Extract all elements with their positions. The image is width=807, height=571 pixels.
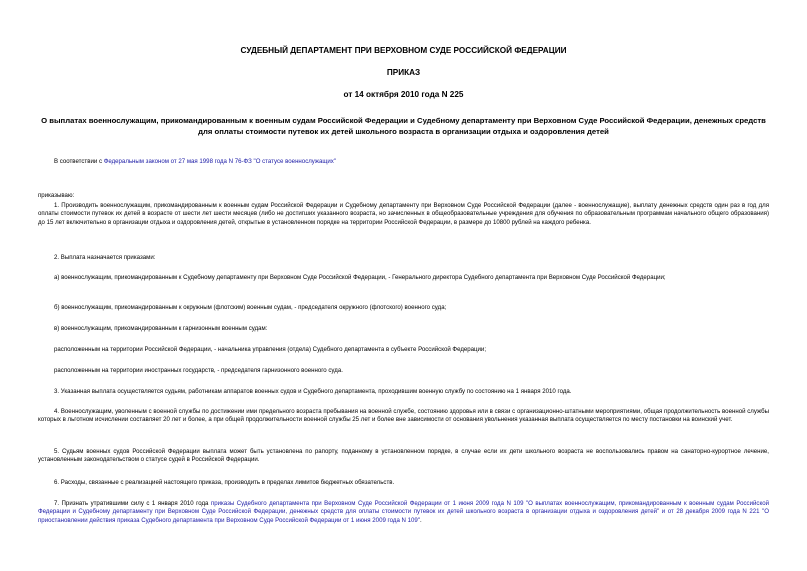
paragraph-5: 5. Судьям военных судов Российской Федерации выплата может быть установлена по рапорту, поданному в установленном порядке, в случае если их дети школьного возраста не воспользовались правом на санаторно-курортное лечение, установленным законодательством о статусе судей в Российской Федерации. [38, 448, 769, 464]
paragraph-2c: в) военнослужащим, прикомандированным к гарнизонным военным судам: [54, 325, 268, 332]
paragraph-7 [38, 500, 769, 525]
paragraph-6: 6. Расходы, связанные с реализацией настоящего приказа, производить в пределах лимитов бюджетных обязательств. [54, 479, 395, 486]
federal-law-link[interactable]: Федеральным законом от 27 мая 1998 года N 76-ФЗ "О статусе военнослужащих" [103, 158, 336, 165]
paragraph-1: 1. Производить военнослужащим, прикомандированным к военным судам Российской Федерации и Судебному департаменту при Верховном Суде Российской Федерации (далее - военнослужащие), выплату денежных средств один раз в год для оплаты стоимости путевок их детей в возрасте от шести лет шести месяцев (либо не достигших указанного возраста, но зачисленных в общеобразовательные учреждения для обучения по образовательным программам начального общего образования) до 15 лет включительно в организации отдыха и оздоровления детей, открытые в установленном порядке на территории Российской Федерации, в размере до 10800 рублей на каждого ребенка. [38, 202, 769, 226]
preamble [54, 158, 769, 166]
paragraph-2: 2. Выплата назначается приказами: [54, 254, 156, 261]
paragraph-3: 3. Указанная выплата осуществляется судьям, работникам аппаратов военных судов и Судебного департамента, проходившим военную службу по состоянию на 1 января 2010 года. [54, 388, 572, 395]
document-type-heading: ПРИКАЗ [386, 68, 421, 77]
document-date-number: от 14 октября 2010 года N 225 [343, 90, 464, 99]
paragraph-7-suffix: . [419, 516, 422, 524]
order-word: приказываю: [38, 192, 75, 199]
paragraph-4: 4. Военнослужащим, уволенным с военной службы по достижении ими предельного возраста пребывания на военной службе, состоянию здоровья или в связи с организационно-штатными мероприятиями, общая продолжительность военной службы которых в льготном исчислении составляет 20 лет и более, а при общей продолжительности военной службы 25 лет и более вне зависимости от основания увольнения указанная выплата осуществляется по месту постановки на воинский учет. [38, 408, 769, 424]
paragraph-2a: а) военнослужащим, прикомандированным к Судебному департаменту при Верховном Суде Российской Федерации, - Генерального директора Судебного департамента при Верховном Суде Российской Федерации; [54, 274, 666, 281]
organization-heading: СУДЕБНЫЙ ДЕПАРТАМЕНТ ПРИ ВЕРХОВНОМ СУДЕ РОССИЙСКОЙ ФЕДЕРАЦИИ [240, 46, 567, 55]
paragraph-7-prefix: 7. Признать утратившими силу с 1 января 2010 года [54, 500, 211, 507]
paragraph-2c-2: расположенным на территории иностранных государств, - председателя гарнизонного военного суда. [54, 367, 343, 374]
paragraph-2b: б) военнослужащим, прикомандированным к окружным (флотским) военным судам, - председателя окружного (флотского) военного суда; [54, 304, 447, 311]
repealed-orders-link[interactable]: приказы Судебного департамента при Верховном Суде Российской Федерации от 1 июня 2009 года N 109 "О выплатах военнослужащим, прикомандированным к военным судам Российской Федерации и Судебному департаменту при Верховном Суде Российской Федерации, денежных средств для оплаты стоимости путевок их детей школьного возраста в организации отдыха и оздоровления детей" и от 28 декабря 2009 года N 221 "О приостановлении действия приказа Судебного департамента при Верховном Суде Российской Федерации от 1 июня 2009 года N 109" [38, 500, 769, 524]
document-title: О выплатах военнослужащим, прикомандированным к военным судам Российской Федерации и Судебному департаменту при Верховном Суде Российской Федерации, денежных средств для оплаты стоимости путевок их детей школьного возраста в организации отдыха и оздоровления детей [41, 116, 766, 136]
paragraph-2c-1: расположенным на территории Российской Федерации, - начальника управления (отдела) Судебного департамента в субъекте Российской Федерации; [54, 346, 487, 353]
preamble-prefix: В соответствии с [54, 158, 104, 165]
